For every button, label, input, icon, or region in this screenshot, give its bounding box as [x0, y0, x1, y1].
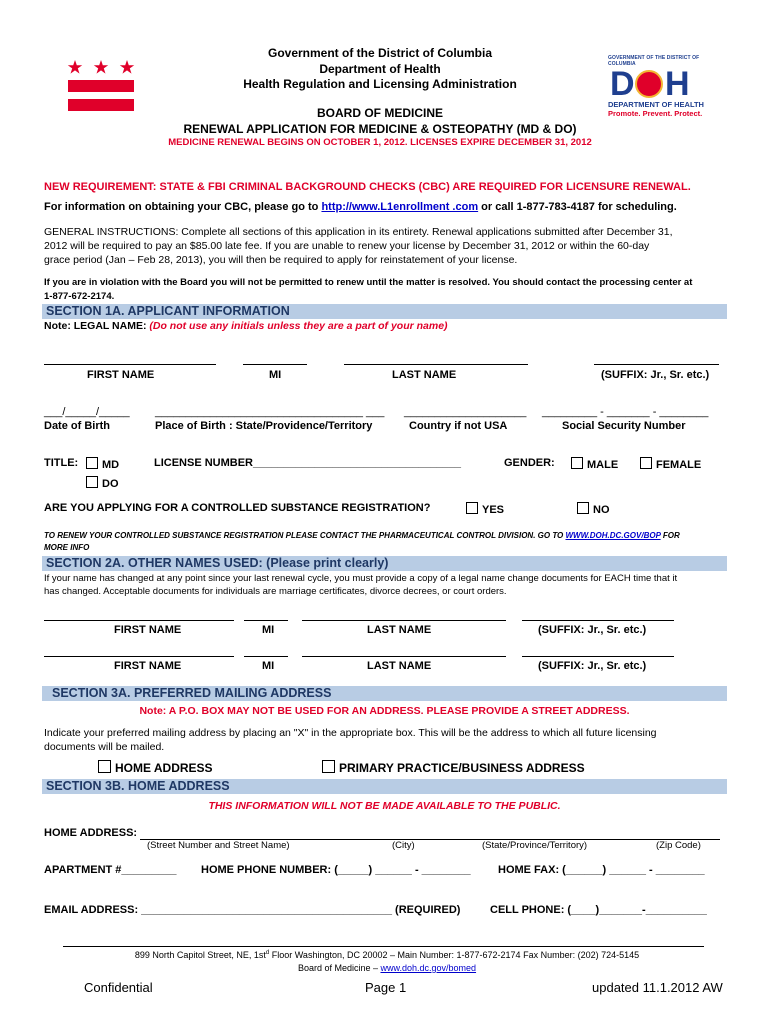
renew-note-prefix: TO RENEW YOUR CONTROLLED SUBSTANCE REGISTRATION PLEASE CONTACT THE PHARMACEUTICAL CONTROL DIVISION. GO TO	[44, 531, 566, 540]
footer-address-post: Floor Washington, DC 20002 – Main Number: 1-877-672-2174 Fax Number: (202) 724-5145	[269, 950, 640, 960]
cbc-info-prefix: For information on obtaining your CBC, please go to	[44, 201, 322, 213]
section-3b-header: SECTION 3B. HOME ADDRESS	[42, 779, 727, 794]
state-label: (State/Province/Territory)	[482, 840, 588, 851]
dob-field[interactable]: ___/_____/_____	[44, 406, 130, 418]
country-label: Country if not USA	[409, 420, 508, 432]
dob-label: Date of Birth	[44, 420, 110, 432]
first-name-label: FIRST NAME	[87, 369, 155, 381]
violation-line-2: 1-877-672-2174.	[44, 290, 115, 302]
page-number: Page 1	[365, 980, 407, 995]
header-department: Department of Health	[319, 61, 441, 76]
do-checkbox[interactable]	[86, 476, 98, 488]
home-address-checkbox[interactable]	[98, 760, 111, 773]
legal-name-label: Note: LEGAL NAME:	[44, 320, 150, 332]
general-line-1: GENERAL INSTRUCTIONS: Complete all sections of this application in its entirety. Renewal applications submitted after December 31,	[44, 226, 673, 238]
other-mi-label-1: MI	[262, 624, 275, 636]
logo-dept-text: DEPARTMENT OF HEALTH	[608, 100, 704, 109]
footer-board-pre: Board of Medicine –	[297, 963, 381, 973]
suffix-line[interactable]	[594, 364, 719, 365]
md-option[interactable]	[86, 457, 119, 471]
logo-top-text: GOVERNMENT OF THE DISTRICT OF COLUMBIA	[608, 55, 700, 67]
other-first-name-line-1[interactable]	[44, 620, 234, 621]
no-checkbox[interactable]	[577, 502, 589, 514]
street-label: (Street Number and Street Name)	[147, 840, 290, 851]
other-suffix-label-2: (SUFFIX: Jr., Sr. etc.)	[538, 660, 647, 672]
female-label: FEMALE	[656, 459, 702, 471]
po-box-note: Note: A P.O. BOX MAY NOT BE USED FOR AN ADDRESS. PLEASE PROVIDE A STREET ADDRESS.	[139, 705, 630, 717]
violation-notice	[44, 276, 692, 303]
mi-line[interactable]	[243, 364, 307, 365]
header-government: Government of the District of Columbia	[267, 46, 492, 60]
country-field[interactable]: ____________________	[404, 406, 527, 418]
yes-label: YES	[482, 504, 505, 516]
board-title: BOARD OF MEDICINE	[317, 106, 443, 120]
confidential-label: Confidential	[84, 980, 153, 995]
other-last-name-line-2[interactable]	[302, 656, 506, 657]
name-change-line-1: If your name has changed at any point since your last renewal cycle, you must provide a copy of a legal name change documents for EACH time that it	[44, 573, 678, 584]
form-title: RENEWAL APPLICATION FOR MEDICINE & OSTEOPATHY (MD & DO)	[183, 121, 577, 136]
home-address-option[interactable]	[98, 760, 213, 775]
other-mi-line-2[interactable]	[244, 656, 288, 657]
bop-link[interactable]: WWW.DOH.DC.GOV/BOP	[565, 531, 661, 540]
no-label: NO	[593, 504, 610, 516]
header-block	[180, 46, 580, 93]
pob-label: Place of Birth : State/Providence/Territory	[155, 420, 373, 432]
controlled-substance-question: ARE YOU APPLYING FOR A CONTROLLED SUBSTANCE REGISTRATION?	[44, 502, 431, 514]
mailing-line-2: documents will be mailed.	[44, 741, 165, 753]
yes-option[interactable]	[466, 502, 504, 516]
renewal-dates: MEDICINE RENEWAL BEGINS ON OCTOBER 1, 2012. LICENSES EXPIRE DECEMBER 31, 2012	[168, 137, 592, 148]
logo-tagline: Promote. Prevent. Protect.	[608, 109, 703, 118]
updated-label: updated 11.1.2012 AW	[592, 980, 723, 995]
male-option[interactable]	[571, 457, 618, 471]
first-name-line[interactable]	[44, 364, 216, 365]
pob-field[interactable]: __________________________________ ___	[155, 406, 385, 418]
section-3a-header: SECTION 3A. PREFERRED MAILING ADDRESS	[42, 686, 727, 701]
other-suffix-label-1: (SUFFIX: Jr., Sr. etc.)	[538, 624, 647, 636]
logo-letter-h: H	[665, 65, 690, 103]
cbc-info-suffix: or call 1-877-783-4187 for scheduling.	[478, 201, 677, 213]
header-administration: Health Regulation and Licensing Administration	[243, 77, 517, 91]
section-1a-header: SECTION 1A. APPLICANT INFORMATION	[42, 304, 727, 319]
suffix-label: (SUFFIX: Jr., Sr. etc.)	[601, 369, 710, 381]
cbc-link[interactable]: http://www.L1enrollment .com	[321, 201, 479, 213]
footer-address-sup: d	[265, 950, 270, 956]
primary-practice-option[interactable]	[322, 760, 585, 775]
female-checkbox[interactable]	[640, 457, 652, 469]
title-block	[100, 106, 660, 137]
home-fax-field[interactable]: HOME FAX: (______) ______ - ________	[498, 864, 705, 876]
title-label: TITLE:	[44, 457, 79, 469]
no-option[interactable]	[577, 502, 610, 516]
general-instructions	[44, 225, 673, 267]
gender-label: GENDER:	[504, 457, 555, 469]
city-label: (City)	[392, 840, 415, 851]
md-checkbox[interactable]	[86, 457, 98, 469]
other-mi-line-1[interactable]	[244, 620, 288, 621]
name-change-text	[44, 572, 677, 598]
last-name-line[interactable]	[344, 364, 528, 365]
other-last-name-label-2: LAST NAME	[367, 660, 432, 672]
male-label: MALE	[587, 459, 619, 471]
other-mi-label-2: MI	[262, 660, 275, 672]
renew-note-suffix: FOR	[660, 531, 680, 540]
primary-practice-checkbox[interactable]	[322, 760, 335, 773]
footer-divider	[63, 946, 704, 947]
other-last-name-label-1: LAST NAME	[367, 624, 432, 636]
cbc-requirement: NEW REQUIREMENT: STATE & FBI CRIMINAL BACKGROUND CHECKS (CBC) ARE REQUIRED FOR LICENSURE RENEWAL.	[44, 181, 691, 193]
do-label: DO	[102, 478, 119, 490]
general-line-2: 2012 will be required to pay an $85.00 late fee. If you are unable to renew your license by December 31, 2012 or within the 60-day	[44, 240, 650, 252]
footer-board	[42, 963, 732, 973]
ssn-label: Social Security Number	[562, 420, 686, 432]
cbc-info	[44, 201, 677, 213]
zip-label: (Zip Code)	[656, 840, 701, 851]
license-number-field[interactable]: LICENSE NUMBER__________________________________	[154, 457, 462, 469]
section-2a-header: SECTION 2A. OTHER NAMES USED: (Please print clearly)	[42, 556, 727, 571]
email-field[interactable]: EMAIL ADDRESS: _________________________________________ (REQUIRED)	[44, 904, 461, 916]
home-address-label: HOME ADDRESS:	[44, 827, 138, 839]
bomed-link[interactable]: www.doh.dc.gov/bomed	[380, 963, 477, 973]
footer-address	[42, 950, 732, 960]
other-first-name-line-2[interactable]	[44, 656, 234, 657]
male-checkbox[interactable]	[571, 457, 583, 469]
renew-note-line-2: MORE INFO	[44, 543, 90, 552]
violation-line-1: If you are in violation with the Board you will not be permitted to renew until the matter is resolved. You should contact the processing center at	[44, 277, 693, 288]
do-option[interactable]	[86, 476, 119, 490]
legal-name-note	[44, 320, 448, 332]
doh-logo	[608, 55, 718, 117]
home-address-option-label: HOME ADDRESS	[115, 761, 213, 775]
md-label: MD	[102, 459, 120, 471]
other-suffix-line-2[interactable]	[522, 656, 674, 657]
primary-practice-label: PRIMARY PRACTICE/BUSINESS ADDRESS	[339, 761, 585, 775]
ssn-field[interactable]: _________ - _______ - ________	[542, 406, 709, 418]
apartment-field[interactable]: APARTMENT #_________	[44, 864, 177, 876]
logo-seal-icon	[635, 70, 663, 98]
yes-checkbox[interactable]	[466, 502, 478, 514]
home-phone-field[interactable]: HOME PHONE NUMBER: (_____) ______ - ________	[201, 864, 471, 876]
female-option[interactable]	[640, 457, 701, 471]
logo-letter-d: D	[610, 65, 635, 103]
legal-name-italic: (Do not use any initials unless they are a part of your name)	[149, 320, 448, 332]
general-line-3: grace period (Jan – Feb 28, 2013), you will then be required to apply for reinstatement of your license.	[44, 254, 518, 266]
not-public-note: THIS INFORMATION WILL NOT BE MADE AVAILABLE TO THE PUBLIC.	[208, 800, 561, 812]
other-suffix-line-1[interactable]	[522, 620, 674, 621]
other-first-name-label-2: FIRST NAME	[114, 660, 182, 672]
last-name-label: LAST NAME	[392, 369, 457, 381]
mailing-instructions	[44, 726, 657, 754]
controlled-substance-note	[44, 530, 734, 554]
mailing-line-1: Indicate your preferred mailing address by placing an "X" in the appropriate box. This will be the address to which all future licensing	[44, 727, 657, 739]
name-change-line-2: has changed. Acceptable documents for individuals are marriage certificates, divorce decrees, or court orders.	[44, 586, 507, 597]
other-first-name-label-1: FIRST NAME	[114, 624, 182, 636]
mi-label: MI	[269, 369, 282, 381]
footer-address-pre: 899 North Capitol Street, NE, 1st	[134, 950, 266, 960]
other-last-name-line-1[interactable]	[302, 620, 506, 621]
cell-phone-field[interactable]: CELL PHONE: (____)_______-__________	[490, 904, 707, 916]
